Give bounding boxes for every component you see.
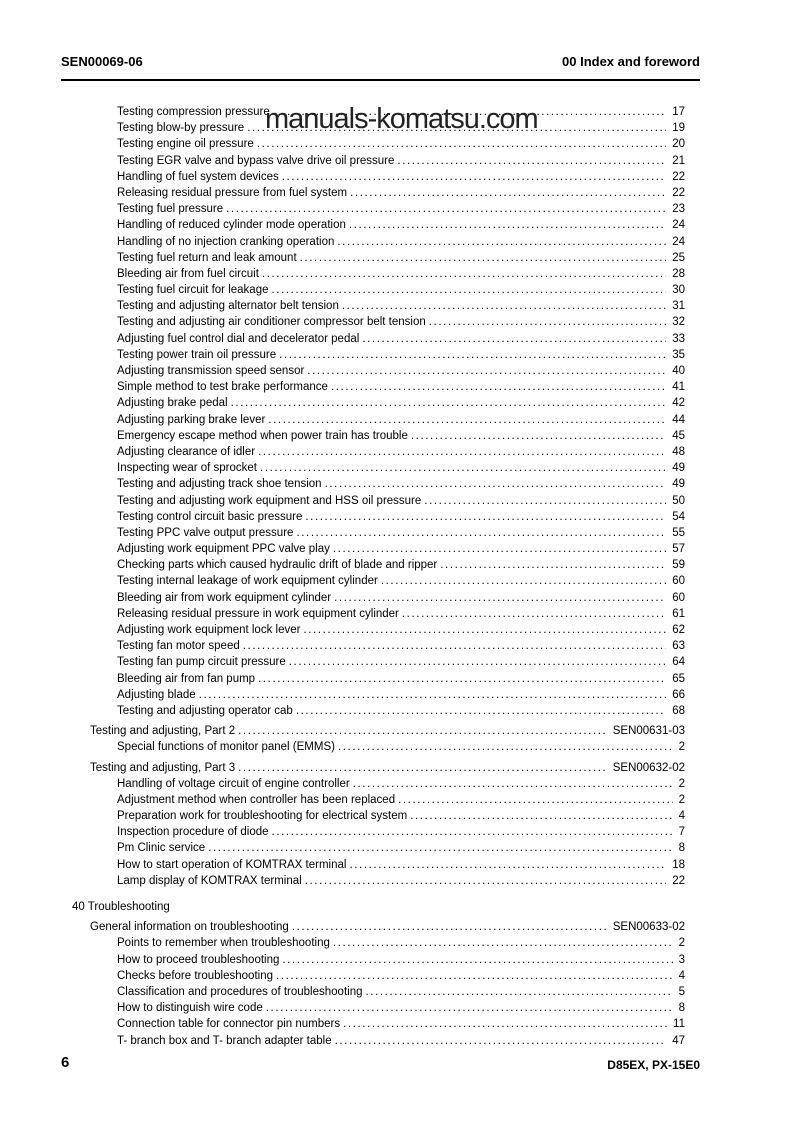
toc-entry-page: 44	[672, 413, 685, 426]
toc-entry-page: 21	[672, 154, 685, 167]
toc-entry-label: Testing control circuit basic pressure	[117, 510, 303, 523]
toc-row	[61, 687, 685, 703]
toc-leader	[272, 824, 673, 840]
toc-leader	[258, 671, 666, 687]
toc-leader	[305, 873, 667, 889]
table-of-contents	[61, 104, 685, 1049]
toc-entry-page: 40	[672, 365, 685, 377]
toc-row	[61, 873, 685, 889]
toc-entry-label: Lamp display of KOMTRAX terminal	[117, 874, 302, 887]
toc-entry-label: Pm Clinic service	[117, 842, 206, 855]
toc-entry-label: Testing compression pressure	[117, 106, 270, 118]
toc-entry-label: General information on troubleshooting	[90, 921, 289, 934]
toc-leader	[260, 460, 666, 476]
toc-entry-page: 62	[672, 624, 685, 636]
toc-entry-page: 50	[672, 494, 685, 507]
toc-leader	[296, 703, 666, 719]
toc-row	[61, 153, 685, 169]
toc-entry-label: Handling of voltage circuit of engine controller	[117, 777, 350, 790]
toc-leader	[398, 792, 673, 808]
toc-entry-page: 45	[672, 429, 685, 442]
toc-entry-page: 22	[672, 186, 685, 199]
toc-leader	[429, 314, 666, 330]
toc-row	[61, 968, 685, 984]
toc-leader	[335, 1033, 667, 1049]
toc-leader	[381, 573, 666, 589]
toc-row	[61, 395, 685, 411]
toc-entry-label: Adjusting work equipment PPC valve play	[117, 543, 330, 556]
toc-entry-label: Preparation work for troubleshooting for electrical system	[117, 810, 408, 823]
footer-model-code: D85EX, PX-15E0	[607, 1058, 700, 1072]
toc-leader	[289, 654, 666, 670]
toc-entry-page: 47	[672, 1034, 685, 1047]
toc-section-heading	[61, 899, 685, 915]
toc-entry-page: 49	[672, 462, 685, 475]
toc-entry-label: Testing power train oil pressure	[117, 348, 277, 361]
toc-entry-page: 5	[678, 985, 685, 998]
toc-entry-label: Releasing residual pressure in work equipment cylinder	[117, 607, 399, 620]
toc-row	[61, 919, 685, 935]
toc-entry-page: SEN00633-02	[612, 921, 685, 934]
toc-row	[61, 460, 685, 476]
footer-page-number: 6	[61, 1054, 70, 1071]
toc-entry-label: Checking parts which caused hydraulic drift of blade and ripper	[117, 559, 438, 572]
toc-row	[61, 185, 685, 201]
toc-entry-page: 61	[672, 607, 685, 620]
toc-entry-page: 65	[672, 672, 685, 685]
toc-row	[61, 840, 685, 856]
toc-row	[61, 444, 685, 460]
toc-entry-page: 24	[672, 235, 685, 248]
toc-row	[61, 857, 685, 873]
toc-entry-page: 4	[678, 810, 685, 823]
toc-leader	[273, 104, 666, 120]
toc-row	[61, 428, 685, 444]
toc-entry-label: Inspecting wear of sprocket	[117, 462, 257, 475]
toc-entry-label: Handling of no injection cranking operation	[117, 235, 335, 248]
toc-row	[61, 509, 685, 525]
toc-entry-label: Adjusting transmission speed sensor	[117, 365, 305, 377]
toc-entry-label: Releasing residual pressure from fuel system	[117, 186, 348, 199]
toc-entry-label: Special functions of monitor panel (EMMS)	[117, 741, 335, 754]
toc-entry-label: Bleeding air from fan pump	[117, 672, 256, 685]
toc-entry-page: 59	[672, 559, 685, 572]
toc-leader	[343, 1016, 667, 1032]
toc-entry-label: Handling of reduced cylinder mode operation	[117, 219, 346, 232]
toc-leader	[279, 347, 666, 363]
toc-entry-page: 2	[678, 793, 685, 806]
toc-entry-page: 35	[672, 348, 685, 361]
toc-leader	[231, 395, 667, 411]
toc-entry-label: Testing blow-by pressure	[117, 122, 245, 135]
toc-row	[61, 1033, 685, 1049]
toc-leader	[338, 739, 673, 755]
toc-leader	[424, 493, 666, 509]
toc-entry-label: Adjusting fuel control dial and decelerator pedal	[117, 332, 360, 345]
toc-entry-page: 66	[672, 688, 685, 701]
toc-row	[61, 541, 685, 557]
toc-leader	[411, 428, 666, 444]
toc-entry-label: Testing and adjusting air conditioner compressor belt tension	[117, 316, 426, 329]
toc-entry-page: 31	[672, 300, 685, 313]
toc-entry-label: How to distinguish wire code	[117, 1002, 263, 1015]
toc-row	[61, 347, 685, 363]
toc-row	[61, 201, 685, 217]
toc-row	[61, 703, 685, 719]
toc-leader	[296, 525, 666, 541]
toc-leader	[282, 169, 666, 185]
toc-entry-page: 20	[672, 138, 685, 151]
section-title: 00 Index and foreword	[562, 54, 700, 69]
toc-row	[61, 984, 685, 1000]
toc-row	[61, 136, 685, 152]
toc-row	[61, 1016, 685, 1032]
toc-entry-label: Testing and adjusting, Part 2	[90, 725, 236, 738]
toc-leader	[303, 622, 666, 638]
toc-leader	[331, 379, 666, 395]
toc-entry-page: 2	[678, 741, 685, 754]
toc-leader	[362, 331, 666, 347]
toc-entry-page: 68	[672, 704, 685, 717]
toc-row	[61, 824, 685, 840]
toc-row	[61, 363, 685, 379]
toc-entry-label: Testing and adjusting operator cab	[117, 704, 293, 717]
toc-row	[61, 476, 685, 492]
toc-entry-page: 42	[672, 397, 685, 410]
toc-row	[61, 525, 685, 541]
toc-row	[61, 638, 685, 654]
toc-entry-page: 33	[672, 332, 685, 345]
doc-number: SEN00069-06	[61, 54, 143, 69]
toc-entry-page: 63	[672, 640, 685, 653]
toc-entry-page: 60	[672, 591, 685, 604]
toc-entry-page: 49	[672, 478, 685, 491]
toc-row	[61, 739, 685, 755]
toc-entry-page: SEN00631-03	[612, 725, 685, 738]
toc-row	[61, 622, 685, 638]
toc-row	[61, 671, 685, 687]
toc-entry-page: 19	[672, 122, 685, 135]
toc-entry-page: 32	[672, 316, 685, 329]
toc-leader	[276, 968, 673, 984]
toc-leader	[282, 952, 672, 968]
toc-leader	[333, 541, 666, 557]
toc-entry-page: SEN00632-02	[612, 761, 685, 774]
toc-entry-label: Simple method to test brake performance	[117, 381, 328, 394]
toc-row	[61, 1000, 685, 1016]
toc-row	[61, 573, 685, 589]
toc-leader	[349, 857, 666, 873]
toc-entry-label: Testing fan motor speed	[117, 640, 240, 653]
toc-row	[61, 250, 685, 266]
toc-entry-label: Adjusting work equipment lock lever	[117, 624, 301, 636]
toc-leader	[266, 1000, 673, 1016]
toc-leader	[325, 476, 667, 492]
toc-leader	[247, 120, 666, 136]
toc-row	[61, 935, 685, 951]
toc-leader	[257, 136, 666, 152]
toc-entry-label: Testing fuel circuit for leakage	[117, 284, 269, 297]
toc-entry-label: Emergency escape method when power train has trouble	[117, 429, 408, 442]
toc-entry-label: How to proceed troubleshooting	[117, 953, 280, 966]
toc-leader	[337, 234, 666, 250]
toc-entry-label: Classification and procedures of troubleshooting	[117, 985, 363, 998]
toc-entry-label: Testing internal leakage of work equipment cylinder	[117, 575, 378, 588]
toc-row	[61, 104, 685, 120]
toc-entry-page: 2	[678, 937, 685, 950]
toc-leader	[350, 185, 666, 201]
toc-entry-page: 60	[672, 575, 685, 588]
toc-leader	[402, 606, 666, 622]
toc-entry-label: Testing and adjusting alternator belt tension	[117, 300, 339, 313]
header-rule	[61, 79, 700, 81]
toc-entry-label: Checks before troubleshooting	[117, 969, 273, 982]
toc-entry-label: Inspection procedure of diode	[117, 826, 269, 839]
toc-row	[61, 169, 685, 185]
toc-entry-label: Testing and adjusting track shoe tension	[117, 478, 322, 491]
toc-entry-page: 54	[672, 510, 685, 523]
toc-leader	[258, 444, 666, 460]
toc-row	[61, 298, 685, 314]
toc-entry-label: Connection table for connector pin numbers	[117, 1018, 341, 1031]
toc-entry-page: 64	[672, 656, 685, 669]
toc-leader	[243, 638, 666, 654]
toc-entry-label: T- branch box and T- branch adapter table	[117, 1034, 332, 1047]
toc-entry-label: Testing and adjusting, Part 3	[90, 761, 236, 774]
toc-entry-label: 40 Troubleshooting	[72, 901, 170, 913]
toc-row	[61, 412, 685, 428]
toc-entry-page: 25	[672, 251, 685, 264]
toc-leader	[334, 590, 666, 606]
toc-entry-page: 41	[672, 381, 685, 394]
toc-leader	[262, 266, 666, 282]
toc-row	[61, 120, 685, 136]
toc-row	[61, 723, 685, 739]
toc-row	[61, 234, 685, 250]
toc-leader	[238, 723, 607, 739]
site-watermark: manuals-komatsu.com	[265, 103, 538, 135]
toc-row	[61, 331, 685, 347]
toc-leader	[292, 919, 607, 935]
toc-entry-page: 55	[672, 526, 685, 539]
toc-entry-label: Adjustment method when controller has been replaced	[117, 793, 396, 806]
toc-entry-label: How to start operation of KOMTRAX terminal	[117, 858, 347, 871]
toc-row	[61, 217, 685, 233]
toc-leader	[272, 282, 667, 298]
toc-row	[61, 606, 685, 622]
toc-leader	[208, 840, 672, 856]
toc-entry-page: 17	[672, 106, 685, 118]
toc-entry-label: Adjusting parking brake lever	[117, 413, 266, 426]
toc-entry-page: 24	[672, 219, 685, 232]
toc-leader	[300, 250, 667, 266]
toc-leader	[307, 363, 666, 379]
toc-entry-page: 22	[672, 874, 685, 887]
toc-entry-label: Adjusting blade	[117, 688, 196, 701]
toc-entry-label: Testing fan pump circuit pressure	[117, 656, 286, 669]
page-header	[61, 54, 700, 69]
toc-row	[61, 557, 685, 573]
toc-entry-page: 8	[678, 842, 685, 855]
toc-row	[61, 952, 685, 968]
toc-entry-page: 48	[672, 445, 685, 458]
toc-row	[61, 314, 685, 330]
toc-row	[61, 379, 685, 395]
toc-row	[61, 266, 685, 282]
toc-entry-page: 23	[672, 203, 685, 216]
toc-leader	[333, 935, 673, 951]
toc-entry-page: 30	[672, 284, 685, 297]
toc-entry-label: Testing and adjusting work equipment and HSS oil pressure	[117, 494, 422, 507]
toc-entry-page: 4	[678, 969, 685, 982]
toc-entry-page: 3	[678, 953, 685, 966]
toc-leader	[238, 760, 607, 776]
toc-row	[61, 493, 685, 509]
toc-leader	[226, 201, 666, 217]
toc-entry-page: 28	[672, 267, 685, 280]
toc-entry-label: Testing EGR valve and bypass valve drive oil pressure	[117, 154, 395, 167]
toc-entry-page: 11	[673, 1018, 685, 1031]
toc-row	[61, 808, 685, 824]
toc-entry-label: Testing fuel pressure	[117, 203, 224, 216]
toc-entry-label: Bleeding air from fuel circuit	[117, 267, 259, 280]
toc-entry-page: 7	[678, 826, 685, 839]
toc-leader	[397, 153, 666, 169]
toc-row	[61, 792, 685, 808]
toc-entry-page: 22	[672, 170, 685, 183]
toc-row	[61, 590, 685, 606]
toc-leader	[268, 412, 666, 428]
toc-entry-page: 18	[672, 858, 685, 871]
toc-leader	[199, 687, 667, 703]
toc-leader	[349, 217, 666, 233]
toc-entry-label: Points to remember when troubleshooting	[117, 937, 330, 950]
toc-leader	[353, 776, 673, 792]
toc-row	[61, 760, 685, 776]
toc-leader	[410, 808, 672, 824]
toc-entry-label: Testing engine oil pressure	[117, 138, 254, 151]
toc-entry-label: Adjusting brake pedal	[117, 397, 228, 410]
toc-entry-label: Adjusting clearance of idler	[117, 445, 256, 458]
toc-entry-label: Testing PPC valve output pressure	[117, 526, 294, 539]
toc-entry-page: 8	[678, 1002, 685, 1015]
toc-entry-label: Testing fuel return and leak amount	[117, 251, 297, 264]
toc-entry-page: 2	[678, 777, 685, 790]
toc-entry-label: Bleeding air from work equipment cylinder	[117, 591, 332, 604]
toc-row	[61, 654, 685, 670]
toc-leader	[440, 557, 666, 573]
toc-entry-label: Handling of fuel system devices	[117, 170, 279, 183]
toc-leader	[342, 298, 666, 314]
toc-entry-page: 57	[672, 543, 685, 556]
toc-leader	[305, 509, 666, 525]
toc-row	[61, 776, 685, 792]
toc-leader	[365, 984, 672, 1000]
toc-row	[61, 282, 685, 298]
